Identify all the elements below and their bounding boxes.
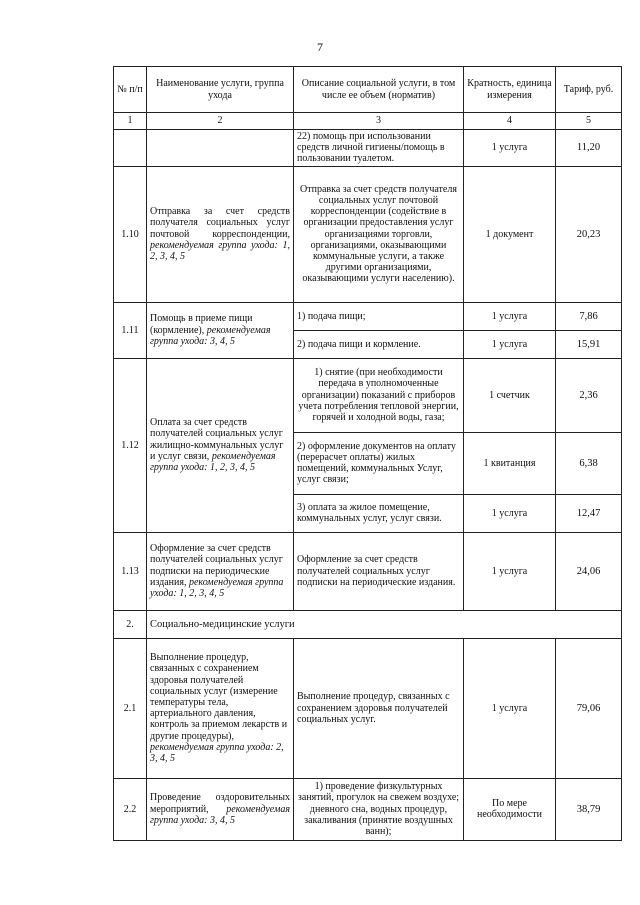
care-group-text: рекомендуемая группа ухода: 1, 2, 3, 4, 5 <box>150 450 276 473</box>
row-unit: 1 услуга <box>464 494 556 532</box>
care-group-text: рекомендуемая группа ухода: 1, 2, 3, 4, 5 <box>150 239 290 262</box>
row-tariff: 7,86 <box>556 302 622 330</box>
row-unit: 1 документ <box>464 166 556 302</box>
row-unit: 1 счетчик <box>464 358 556 432</box>
row-unit: 1 услуга <box>464 302 556 330</box>
care-group-text: рекомендуемая группа ухода: 2, 3, 4, 5 <box>150 741 284 764</box>
section-number: 2. <box>114 610 147 638</box>
row-service-name <box>147 638 294 778</box>
row-tariff: 2,36 <box>556 358 622 432</box>
row-description: 1) подача пищи; <box>294 302 464 330</box>
header-index-3: 3 <box>294 113 464 130</box>
row-description: 2) подача пищи и кормление. <box>294 330 464 358</box>
row-description: Отправка за счет средств получателя социальных услуг почтовой корреспонденции (содействие в организации предоставления услуг организациями торговли, организациями, оказывающими коммунальные услуги, а также другими организациями, оказывающими услуги населению). <box>294 166 464 302</box>
row-unit: 1 услуга <box>464 532 556 610</box>
header-index-row <box>114 113 622 130</box>
care-group-text: рекомендуемая группа ухода: 1, 2, 3, 4, 5 <box>150 576 284 599</box>
header-tariff: Тариф, руб. <box>556 67 622 113</box>
row-number: 2.1 <box>114 638 147 778</box>
service-name-text: Оплата за счет средств получателей социальных услуг жилищно-коммунальных услуг и услуг связи, <box>150 417 284 462</box>
service-name-text: Помощь в приеме пищи (кормление), <box>150 313 253 336</box>
page-number: 7 <box>317 40 323 54</box>
row-unit: 1 квитанция <box>464 432 556 494</box>
table-row <box>114 778 622 840</box>
table-row <box>114 532 622 610</box>
row-tariff: 79,06 <box>556 638 622 778</box>
service-name-text: Выполнение процедур, связанных с сохранением здоровья получателей социальных услуг (измерение температуры тела, артериального давления, контроль за приемом лекарств и другие процедуры), <box>150 652 288 742</box>
row-unit: 1 услуга <box>464 638 556 778</box>
table-row <box>114 166 622 302</box>
row-unit: По мере необходимости <box>464 778 556 840</box>
row-tariff: 6,38 <box>556 432 622 494</box>
header-row <box>114 67 622 113</box>
row-tariff: 24,06 <box>556 532 622 610</box>
row-service-name <box>147 130 294 167</box>
service-name-text: Проведение оздоровительных мероприятий, <box>150 792 290 815</box>
row-description: Выполнение процедур, связанных с сохранением здоровья получателей социальных услуг. <box>294 638 464 778</box>
row-description: 1) проведение физкультурных занятий, прогулок на свежем воздухе; дневного сна, водных процедур, закаливания (принятие воздушных ванн); <box>294 778 464 840</box>
row-tariff: 38,79 <box>556 778 622 840</box>
header-number: № п/п <box>114 67 147 113</box>
table-row <box>114 130 622 167</box>
row-service-name <box>147 532 294 610</box>
row-description: 1) снятие (при необходимости передача в уполномоченные организации) показаний с приборов учета потребления тепловой энергии, горячей и холодной воды, газа; <box>294 358 464 432</box>
row-unit: 1 услуга <box>464 130 556 167</box>
row-service-name <box>147 358 294 532</box>
services-tariff-table <box>113 66 622 841</box>
header-index-2: 2 <box>147 113 294 130</box>
row-tariff: 11,20 <box>556 130 622 167</box>
row-number: 1.12 <box>114 358 147 532</box>
header-index-4: 4 <box>464 113 556 130</box>
service-name-text: Оформление за счет средств получателей социальных услуг подписки на периодические издания, <box>150 543 283 588</box>
table-row <box>114 638 622 778</box>
row-unit: 1 услуга <box>464 330 556 358</box>
row-description: 22) помощь при использовании средств личной гигиены/помощь в пользовании туалетом. <box>294 130 464 167</box>
row-number: 1.10 <box>114 166 147 302</box>
row-number: 1.13 <box>114 532 147 610</box>
row-description: 2) оформление документов на оплату (перерасчет оплаты) жилых помещений, коммунальных Услуг, услуг связи; <box>294 432 464 494</box>
care-group-text: рекомендуемая группа ухода: 3, 4, 5 <box>150 324 271 347</box>
care-group-text: рекомендуемая группа ухода: 3, 4, 5 <box>150 803 290 826</box>
header-unit: Кратность, единица измерения <box>464 67 556 113</box>
header-index-5: 5 <box>556 113 622 130</box>
header-description: Описание социальной услуги, в том числе ее объем (норматив) <box>294 67 464 113</box>
row-tariff: 12,47 <box>556 494 622 532</box>
service-name-text: Отправка за счет средств получателя социальных услуг почтовой корреспонденции, <box>150 206 290 240</box>
header-service-name: Наименование услуги, группа ухода <box>147 67 294 113</box>
row-service-name <box>147 778 294 840</box>
table-row <box>114 358 622 432</box>
table-row <box>114 302 622 330</box>
row-description: Оформление за счет средств получателей социальных услуг подписки на периодические издания. <box>294 532 464 610</box>
header-index-1: 1 <box>114 113 147 130</box>
row-number: 1.11 <box>114 302 147 358</box>
row-service-name <box>147 302 294 358</box>
row-number <box>114 130 147 167</box>
row-description: 3) оплата за жилое помещение, коммунальных услуг, услуг связи. <box>294 494 464 532</box>
row-tariff: 20,23 <box>556 166 622 302</box>
row-service-name <box>147 166 294 302</box>
section-row <box>114 610 622 638</box>
row-number: 2.2 <box>114 778 147 840</box>
section-title: Социально-медицинские услуги <box>147 610 622 638</box>
row-tariff: 15,91 <box>556 330 622 358</box>
